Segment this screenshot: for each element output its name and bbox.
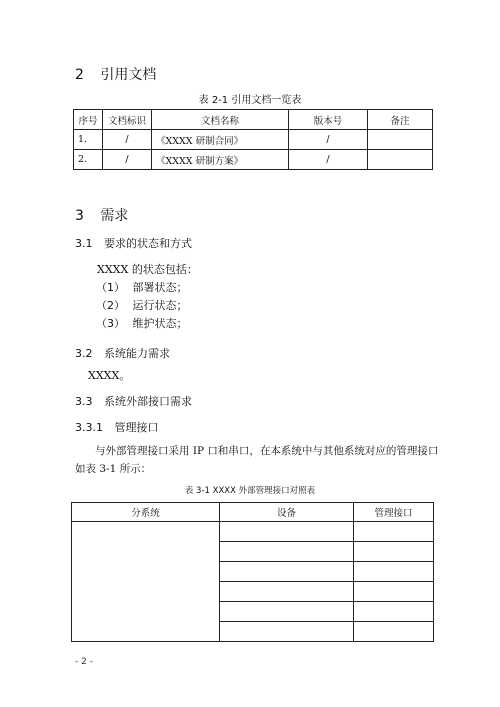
list-text: 运行状态； bbox=[132, 299, 188, 312]
cell-remark bbox=[368, 130, 433, 150]
section-3-2-heading bbox=[75, 345, 170, 361]
section-title: 需求 bbox=[100, 208, 129, 224]
col-header-version: 版本号 bbox=[289, 110, 368, 130]
reference-docs-table bbox=[73, 109, 433, 170]
cell-remark bbox=[368, 150, 433, 170]
list-item bbox=[96, 279, 188, 295]
cell-device bbox=[220, 522, 354, 542]
cell-version: / bbox=[289, 130, 368, 150]
cell-doc-id: / bbox=[103, 130, 152, 150]
page-number: - 2 - bbox=[75, 657, 93, 667]
col-header-index: 序号 bbox=[74, 110, 103, 130]
section-number: 3.2 bbox=[75, 347, 93, 360]
cell-device bbox=[220, 622, 354, 642]
col-header-doc-id: 文档标识 bbox=[103, 110, 152, 130]
table-2-1-caption: 表 2-1 引用文档一览表 bbox=[198, 95, 302, 106]
cell-version: / bbox=[289, 150, 368, 170]
cell-device bbox=[220, 562, 354, 582]
list-item bbox=[96, 315, 188, 331]
external-interface-table bbox=[71, 502, 434, 642]
interface-paragraph-line-2: 如表 3-1 所示： bbox=[75, 463, 152, 475]
cell-device bbox=[220, 542, 354, 562]
cell-mgmt-interface bbox=[354, 562, 434, 582]
table-row bbox=[72, 522, 434, 542]
section-3-heading bbox=[75, 205, 128, 225]
section-3-1-heading bbox=[75, 235, 192, 251]
interface-paragraph-line-1: 与外部管理接口采用 IP 口和串口，在本系统中与其他系统对应的管理接口 bbox=[95, 445, 439, 457]
cell-doc-name: 《XXXX 研制合同》 bbox=[152, 130, 289, 150]
col-header-device: 设备 bbox=[220, 503, 354, 522]
cell-doc-name: 《XXXX 研制方案》 bbox=[152, 150, 289, 170]
section-3-3-heading bbox=[75, 393, 192, 409]
capability-text: XXXX。 bbox=[88, 369, 131, 382]
section-title: 要求的状态和方式 bbox=[104, 237, 192, 250]
table-row bbox=[74, 150, 433, 170]
section-3-3-1-heading bbox=[75, 419, 159, 435]
section-title: 系统能力需求 bbox=[104, 347, 170, 360]
table-header-row bbox=[74, 110, 433, 130]
cell-subsystem bbox=[72, 522, 220, 642]
section-title: 系统外部接口需求 bbox=[104, 395, 192, 408]
list-marker: （2） bbox=[96, 299, 125, 312]
list-text: 维护状态； bbox=[132, 317, 188, 330]
states-intro: XXXX 的状态包括： bbox=[97, 263, 198, 276]
table-header-row bbox=[72, 503, 434, 522]
cell-index: 2. bbox=[74, 150, 103, 170]
list-item bbox=[96, 297, 188, 313]
cell-mgmt-interface bbox=[354, 522, 434, 542]
list-marker: （3） bbox=[96, 317, 125, 330]
cell-device bbox=[220, 602, 354, 622]
cell-device bbox=[220, 582, 354, 602]
section-number: 3 bbox=[75, 208, 84, 224]
cell-mgmt-interface bbox=[354, 602, 434, 622]
section-number: 3.1 bbox=[75, 237, 93, 250]
section-title: 引用文档 bbox=[100, 67, 157, 83]
section-number: 2 bbox=[75, 67, 84, 83]
table-3-1-caption: 表 3-1 XXXX 外部管理接口对照表 bbox=[184, 486, 316, 496]
cell-mgmt-interface bbox=[354, 622, 434, 642]
cell-doc-id: / bbox=[103, 150, 152, 170]
section-number: 3.3.1 bbox=[75, 421, 103, 434]
section-2-heading bbox=[75, 64, 156, 84]
list-text: 部署状态； bbox=[132, 281, 188, 294]
section-title: 管理接口 bbox=[114, 421, 159, 434]
col-header-subsystem: 分系统 bbox=[72, 503, 220, 522]
col-header-doc-name: 文档名称 bbox=[152, 110, 289, 130]
table-row bbox=[74, 130, 433, 150]
col-header-remark: 备注 bbox=[368, 110, 433, 130]
cell-mgmt-interface bbox=[354, 542, 434, 562]
cell-index: 1. bbox=[74, 130, 103, 150]
list-marker: （1） bbox=[96, 281, 125, 294]
col-header-mgmt-interface: 管理接口 bbox=[354, 503, 434, 522]
section-number: 3.3 bbox=[75, 395, 93, 408]
cell-mgmt-interface bbox=[354, 582, 434, 602]
